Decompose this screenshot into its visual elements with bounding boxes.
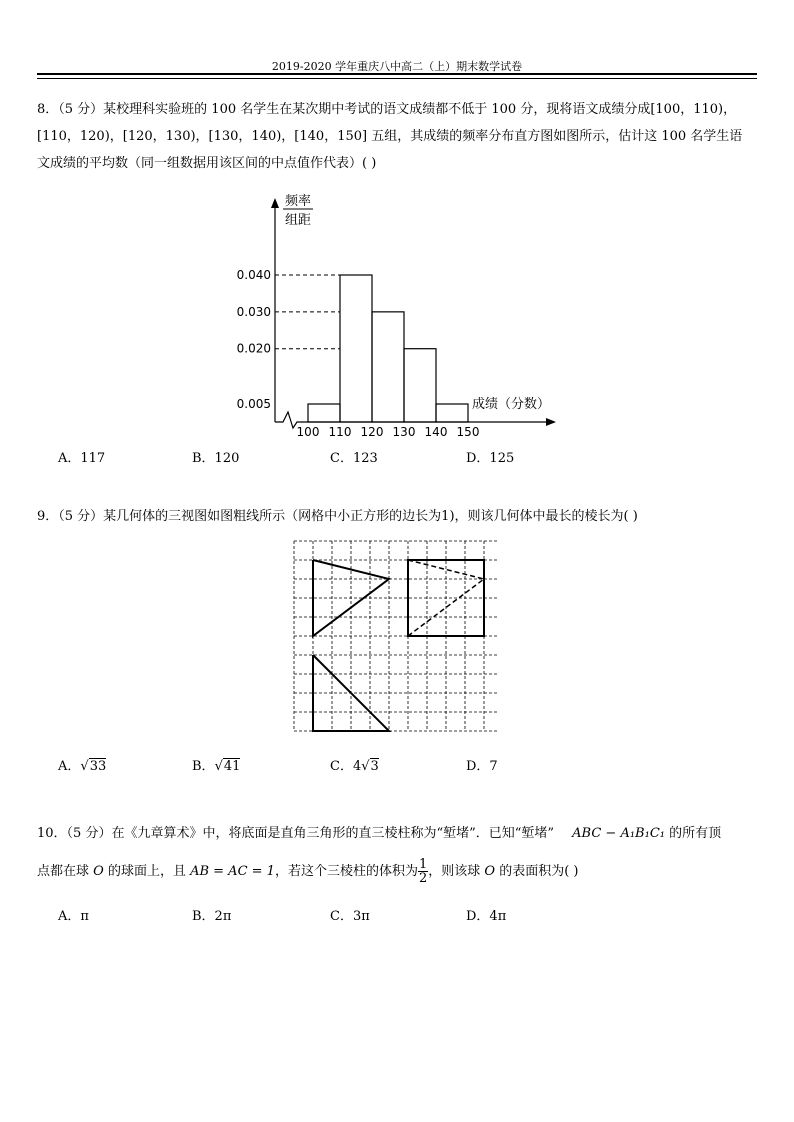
q10-line2-text-a: 点都在球 bbox=[37, 864, 94, 879]
y-axis-label-bottom: 组距 bbox=[285, 213, 312, 228]
q9-option-d[interactable]: D．7 bbox=[466, 759, 498, 774]
fraction-numerator: 1 bbox=[418, 857, 428, 872]
q9-option-c-radicand: 3 bbox=[370, 759, 379, 774]
sqrt-icon: √ bbox=[214, 759, 223, 774]
fraction-denominator: 2 bbox=[418, 871, 428, 886]
q8-line-1: 8．（5 分）某校理科实验班的 100 名学生在某次期中考试的语文成绩都不低于 100 分，现将语文成绩分成[100，110)， bbox=[37, 102, 737, 117]
q9-option-a-radicand: 33 bbox=[89, 759, 107, 774]
q10-volume-fraction bbox=[418, 858, 428, 885]
header-rule-thin bbox=[37, 78, 757, 79]
q8-option-c[interactable]: C．123 bbox=[330, 451, 378, 466]
x-axis-arrow-icon bbox=[546, 418, 556, 426]
q8-line-3: 文成绩的平均数（同一组数据用该区间的中点值作代表）( ) bbox=[37, 156, 377, 171]
y-tick-label: 0.040 bbox=[236, 268, 271, 282]
bar bbox=[436, 404, 468, 422]
y-tick-label: 0.020 bbox=[236, 341, 271, 356]
x-axis-label: 成绩（分数） bbox=[472, 397, 551, 412]
q9-option-c-prefix: C．4 bbox=[330, 759, 362, 774]
q10-option-b[interactable]: B．2π bbox=[192, 909, 232, 924]
y-axis-label-top: 频率 bbox=[285, 194, 312, 209]
q9-option-c[interactable] bbox=[330, 755, 379, 774]
page-header: 2019-2020 学年重庆八中高二（上）期末数学试卷 bbox=[271, 60, 523, 73]
q10-line2-text-c: ，若这个三棱柱的体积为 bbox=[274, 864, 418, 879]
sqrt-icon: √ bbox=[80, 759, 89, 774]
q8-option-b[interactable]: B．120 bbox=[192, 451, 240, 466]
q9-option-b-radicand: 41 bbox=[223, 759, 241, 774]
x-tick-label: 150 bbox=[456, 425, 480, 439]
q10-line1-text-b: 的所有顶 bbox=[669, 826, 722, 841]
three-view-figure bbox=[290, 538, 502, 738]
header-rule-thick bbox=[37, 73, 757, 75]
y-axis-arrow-icon bbox=[271, 198, 279, 208]
q10-line2-text-e: 的表面积为( ) bbox=[495, 864, 579, 879]
q10-line2-text-d: ，则该球 bbox=[428, 864, 485, 879]
x-tick-label: 100 bbox=[296, 425, 320, 439]
x-tick-label: 130 bbox=[392, 425, 416, 439]
bar bbox=[308, 404, 340, 422]
q9-option-b[interactable] bbox=[192, 755, 240, 774]
q10-line2-text-b: 的球面上，且 bbox=[103, 864, 191, 879]
q8-option-a[interactable]: A．117 bbox=[58, 451, 106, 466]
q10-prism-notation: ABC − A₁B₁C₁ bbox=[572, 826, 665, 841]
bar bbox=[404, 349, 436, 422]
q9-option-b-prefix: B． bbox=[192, 759, 215, 774]
q9-text: 9．（5 分）某几何体的三视图如图粗线所示（网格中小正方形的边长为1)，则该几何体中最长的棱长为( ) bbox=[37, 509, 638, 524]
q10-option-d[interactable]: D．4π bbox=[466, 909, 507, 924]
q10-line-1 bbox=[37, 820, 767, 847]
bar bbox=[372, 312, 404, 422]
frequency-histogram bbox=[230, 192, 570, 442]
y-tick-label: 0.005 bbox=[236, 397, 271, 411]
q9-option-a[interactable] bbox=[58, 755, 106, 774]
y-tick-label: 0.030 bbox=[236, 304, 271, 319]
q8-option-d[interactable]: D．125 bbox=[466, 451, 515, 466]
x-tick-label: 140 bbox=[424, 425, 448, 439]
sqrt-icon: √ bbox=[361, 759, 370, 774]
q10-line-2 bbox=[37, 858, 777, 885]
bar bbox=[340, 275, 372, 422]
q10-sphere-o-2: O bbox=[484, 864, 496, 879]
q10-option-a[interactable]: A．π bbox=[58, 909, 89, 924]
q10-equation: AB = AC = 1 bbox=[190, 864, 275, 879]
x-tick-label: 120 bbox=[360, 425, 384, 439]
q10-sphere-o: O bbox=[93, 864, 104, 879]
q9-option-a-prefix: A． bbox=[58, 759, 81, 774]
q8-line-2: [110，120)，[120，130)，[130，140)，[140，150] 五组，其成绩的频率分布直方图如图所示，估计这 100 名学生语 bbox=[37, 129, 743, 144]
q10-line1-text-a: 10．（5 分）在《九章算术》中，将底面是直角三角形的直三棱柱称为“堑堵”．已知“堑堵” bbox=[37, 826, 555, 841]
x-tick-label: 110 bbox=[328, 425, 352, 439]
q10-option-c[interactable]: C．3π bbox=[330, 909, 370, 924]
question-8 bbox=[37, 96, 767, 177]
